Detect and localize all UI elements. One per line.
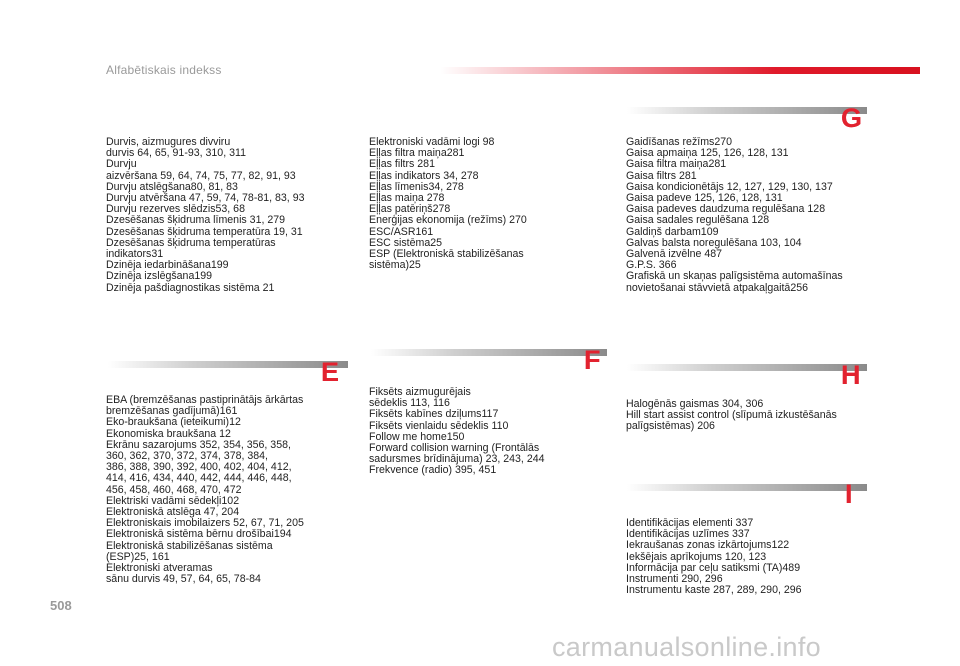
index-entry-term: Dzinēja izslēgšana (106, 270, 195, 283)
index-entry-pages: 489 (782, 561, 801, 574)
index-entry-term: Fiksēts aizmugurējais (369, 386, 471, 398)
index-entry-term: Dzesēšanas šķidruma temperatūra (106, 225, 274, 238)
index-entry-term: Eļļas filtrs (369, 158, 418, 171)
index-entry-term: Gaisa padeve (626, 192, 695, 205)
index-entry-term: Galvas balsta noregulēšana (626, 236, 761, 249)
index-entry (369, 260, 606, 271)
index-entry-pages: 278 (432, 203, 451, 216)
index-entry-term: Eļļas filtra maiņa (369, 147, 447, 160)
index-entry-pages: 128 (807, 203, 826, 216)
index-entry-pages: 80, 81, 83 (190, 180, 238, 193)
index-entry-term: Ekrānu sazarojums (106, 438, 200, 451)
index-entry-pages: 117 (481, 408, 499, 421)
index-entry-term: aizvēršana (106, 169, 161, 182)
index-entry-pages: 102 (221, 494, 240, 507)
index-entry-pages: 352, 354, 356, 358, (199, 438, 291, 451)
index-entry-pages: 150 (446, 430, 465, 443)
index-entry-pages: 19, 31 (273, 225, 303, 238)
index-entry-term: Gaisa filtrs (626, 169, 679, 182)
index-entry-pages: 281 (678, 169, 697, 182)
index-entry-pages: 47, 204 (203, 506, 240, 519)
index-entry-pages: 34, 278 (443, 169, 479, 182)
index-entry-term: Fiksēts kabīnes dziļums (369, 408, 482, 421)
index-entry (626, 421, 867, 432)
index-entry-pages: 110 (491, 419, 509, 432)
index-entry-term: Forward collision warning (Frontālās (369, 442, 540, 455)
index-entry-term: Dzesēšanas šķidruma līmenis (106, 214, 250, 227)
index-entry-term: Gaisa padeves daudzuma regulēšana (626, 203, 808, 216)
index-column-e-continued (369, 137, 606, 271)
index-column-g (626, 137, 867, 294)
index-entry-term: Gaisa apmaiņa (626, 147, 701, 160)
index-entry-term: EBA (bremzēšanas pastiprinātājs ārkārtas (106, 394, 304, 406)
index-entry-pages: 128 (751, 214, 770, 227)
section-letter-e: E (321, 357, 340, 387)
index-entry-term: Eļļas patēriņš (369, 203, 433, 216)
index-entry-pages: 256 (790, 281, 808, 294)
index-entry-term: Iekšējais aprīkojums (626, 550, 725, 563)
index-entry-pages: 337 (731, 528, 750, 541)
index-entry-pages: 125, 126, 128, 131 (694, 192, 783, 205)
index-entry-pages: 103, 104 (760, 236, 802, 249)
index-entry-term: Identifikācijas uzlīmes (626, 528, 732, 541)
index-entry-pages: 290, 296 (681, 573, 723, 586)
index-entry-pages: 25, 161 (134, 550, 170, 563)
index-entry-term: sānu durvis (106, 573, 164, 586)
section-letter-i: I (845, 479, 853, 509)
index-entry (106, 148, 347, 159)
index-entry-term: novietošanai stāvvietā atpakaļgaitā (626, 281, 791, 294)
index-entry-term: Instrumenti (626, 573, 682, 586)
index-entry-term: Durvju atvēršana (106, 192, 190, 205)
index-entry-term: bremzēšanas gadījumā) (106, 405, 220, 418)
index-entry-pages: 161 (219, 405, 238, 418)
index-entry-term: Galdiņš darbam (626, 225, 701, 238)
index-entry-pages: 120, 123 (724, 550, 767, 563)
page-number: 508 (50, 598, 72, 613)
index-entry-pages: 125, 126, 128, 131 (700, 147, 789, 160)
section-divider-i (627, 484, 867, 491)
index-entry-pages: 34, 278 (428, 180, 464, 193)
index-entry-term: Hill start assist control (slīpumā izkustēšanās (626, 409, 837, 422)
index-entry-term: Elektroniskā sistēma bērnu drošībai (106, 528, 274, 541)
index-entry-pages: 31 (151, 248, 164, 261)
index-entry-term: Durvju rezerves slēdzis (106, 203, 216, 216)
section-letter-g: G (841, 103, 863, 133)
index-entry-pages: 109 (700, 225, 719, 238)
index-entry-pages: 281 (446, 147, 465, 160)
index-entry-term: Elektriski vadāmi sēdekļi (106, 494, 222, 507)
index-entry-term: Dzinēja iedarbināšana (106, 259, 211, 272)
index-entry-pages: 366 (658, 259, 677, 272)
index-entry-term: Iekraušanas zonas izkārtojums (626, 539, 772, 552)
index-entry-pages: 47, 59, 74, 78-81, 83, 93 (189, 192, 305, 205)
index-entry-pages: 122 (771, 539, 790, 552)
section-divider-h (627, 364, 867, 371)
index-entry-pages: 287, 289, 290, 296 (713, 584, 802, 597)
index-column-d (106, 137, 347, 294)
index-entry-term: Gaidīšanas režīms (626, 136, 715, 148)
index-entry-term: sadursmes brīdinājuma) (369, 453, 483, 466)
index-entry-term: sēdeklis (369, 397, 411, 410)
index-entry-pages: 281 (417, 158, 435, 171)
index-entry-term: Elektroniski vadāmi logi (369, 136, 483, 148)
index-entry-term: Gaisa filtra maiņa (626, 158, 709, 171)
index-entry-term: Ekonomiska braukšana (106, 427, 220, 440)
index-entry-term: Elektroniskā stabilizēšanas sistēma (106, 539, 273, 552)
index-column-f (369, 387, 606, 477)
index-entry-term: Durvis, aizmugures divviru (106, 136, 231, 148)
index-entry (626, 283, 867, 294)
index-entry-pages: 304, 306 (722, 398, 764, 410)
index-entry-term: ESP (Elektroniskā stabilizēšanas (369, 248, 524, 261)
index-entry-pages: 270 (714, 136, 733, 148)
index-entry-pages: 52, 67, 71, 205 (233, 517, 304, 530)
index-entry-term: (ESP) (106, 550, 135, 563)
index-entry-pages: 194 (273, 528, 292, 541)
index-entry-pages: 270 (509, 214, 527, 227)
index-entry-term: Elektroniskais imobilaizers (106, 517, 234, 530)
index-entry-pages: 487 (704, 248, 723, 261)
index-entry-term: Eļļas maiņa (369, 192, 427, 205)
index-entry-pages: 25 (409, 259, 421, 272)
index-entry-pages: 53, 68 (215, 203, 245, 216)
index-entry (106, 574, 347, 585)
index-entry-term: 414, 416, 434, 440, 442, 444, 446, 448, (106, 472, 292, 485)
index-entry-pages: 25 (430, 236, 443, 249)
index-entry-term: Eļļas līmenis (369, 180, 429, 193)
index-entry-term: sistēma) (369, 259, 410, 272)
index-entry-pages: 199 (210, 259, 229, 272)
index-entry-term: palīgsistēmas) (626, 420, 698, 433)
index-entry-pages: 23, 243, 244 (482, 453, 545, 466)
index-entry-pages: 98 (482, 136, 495, 148)
index-entry-term: Dzesēšanas šķidruma temperatūras (106, 236, 276, 249)
index-entry (626, 585, 867, 596)
index-entry (369, 465, 606, 476)
index-entry-term: Grafiskā un skaņas palīgsistēma automašīnas (626, 270, 843, 283)
index-entry-term: Identifikācijas elementi (626, 517, 736, 529)
header-accent-bar (440, 67, 920, 74)
index-entry-pages: 12 (229, 416, 241, 429)
index-entry-term: Frekvence (radio) (369, 464, 455, 477)
index-entry-pages: 161 (415, 225, 434, 238)
section-letter-f: F (584, 345, 601, 375)
index-entry-pages: 113, 116 (410, 397, 450, 410)
index-entry-pages: 64, 65, 91-93, 310, 311 (137, 147, 246, 160)
index-entry-term: durvis (106, 147, 138, 160)
index-entry-term: 456, 458, 460, 468, 470, 472 (106, 483, 242, 496)
index-entry-term: Halogēnās gaismas (626, 398, 722, 410)
index-entry-term: Eļļas indikators (369, 169, 444, 182)
section-divider-f (371, 349, 607, 356)
index-entry-term: Galvenā izvēlne (626, 248, 705, 261)
index-entry-pages: 59, 64, 74, 75, 77, 82, 91, 93 (160, 169, 296, 182)
index-entry-pages: 12, 127, 129, 130, 137 (726, 180, 833, 193)
page-header-title: Alfabētiskais indekss (106, 63, 222, 77)
index-entry-term: Dzinēja pašdiagnostikas sistēma (106, 281, 263, 294)
index-entry-pages: 49, 57, 64, 65, 78-84 (163, 573, 261, 586)
section-letter-h: H (841, 360, 861, 390)
index-entry-term: Enerģijas ekonomija (režīms) (369, 214, 510, 227)
index-entry-pages: 395, 451 (454, 464, 497, 477)
index-entry-term: Elektroniskā atslēga (106, 506, 204, 519)
index-entry-pages: 12 (219, 427, 231, 440)
index-entry-pages: 206 (697, 420, 715, 433)
index-entry-term: Follow me home (369, 430, 447, 443)
index-entry-pages: 281 (708, 158, 727, 171)
index-entry-term: Instrumentu kaste (626, 584, 714, 597)
index-entry-term: Informācija par ceļu satiksmi (TA) (626, 561, 783, 574)
index-entry-term: Durvju (106, 158, 137, 171)
watermark-text: carmanualsonline.info (552, 632, 821, 662)
index-column-e (106, 395, 347, 585)
index-column-h (626, 399, 867, 433)
index-entry-pages: 199 (194, 270, 213, 283)
index-entry-term: Eko-braukšana (ieteikumi) (106, 416, 230, 429)
index-entry-pages: 278 (426, 192, 445, 205)
index-entry-term: G.P.S. (626, 259, 659, 272)
index-entry-pages: 21 (262, 281, 275, 294)
index-entry-term: ESC/ASR (369, 225, 416, 238)
index-entry (106, 283, 347, 294)
index-entry-term: ESC sistēma (369, 236, 431, 249)
index-entry-pages: 337 (735, 517, 754, 529)
section-divider-e (108, 361, 348, 368)
index-entry-term: 386, 388, 390, 392, 400, 402, 404, 412, (106, 461, 292, 474)
index-entry-term: Fiksēts vienlaidu sēdeklis (369, 419, 492, 432)
index-column-i (626, 518, 867, 596)
index-entry-term: indikators (106, 248, 152, 261)
index-entry-term: Gaisa kondicionētājs (626, 180, 727, 193)
section-divider-g (627, 107, 867, 114)
index-entry-term: 360, 362, 370, 372, 374, 378, 384, (106, 450, 268, 463)
index-entry-term: Gaisa sadales regulēšana (626, 214, 752, 227)
index-entry-term: Elektroniski atveramas (106, 562, 213, 575)
index-entry-pages: 31, 279 (249, 214, 286, 227)
index-entry-term: Durvju atslēgšana (106, 180, 191, 193)
